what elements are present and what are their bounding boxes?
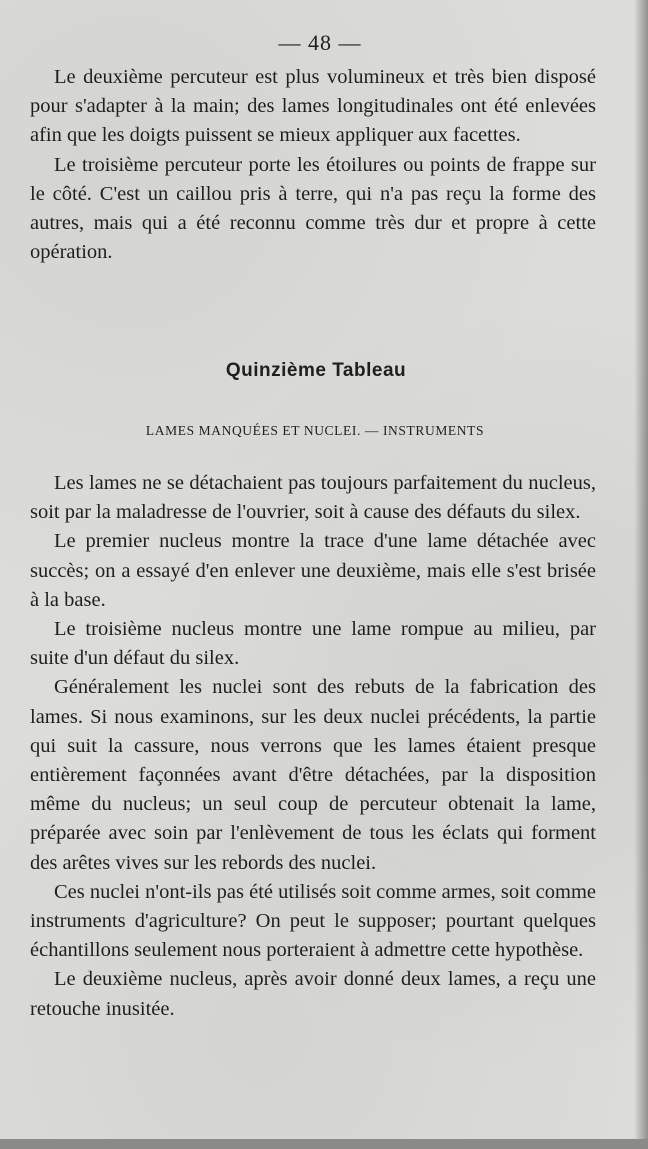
bottom-text-block [30,469,596,1024]
section-title: Quinzième Tableau [225,360,407,381]
paragraph: Le deuxième nucleus, après avoir donné deux lames, a reçu une retouche inusitée. [30,968,596,1020]
paragraph: Ces nuclei n'ont-ils pas été utilisés soit comme armes, soit comme instruments d'agriculture? On peut le supposer; pourtant quelques échantillons seulement nous porteraient à admettre cette hypothèse. [30,880,596,962]
section-subtitle: LAMES MANQUÉES ET NUCLEI. — INSTRUMENTS [145,423,485,438]
top-text-block [30,63,596,267]
paragraph: Le premier nucleus montre la trace d'une lame détachée avec succès; on a essayé d'en enlever une deuxième, mais elle s'est brisée à la base. [30,530,596,611]
paragraph: Le deuxième percuteur est plus volumineux et très bien disposé pour s'adapter à la main; des lames longitudinales ont été enlevées afin que les doigts puissent se mieux appliquer aux facettes. [30,66,596,147]
scan-bottom-border [0,1139,648,1149]
paragraph: Le troisième percuteur porte les étoilures ou points de frappe sur le côté. C'est un caillou pris à terre, qui n'a pas reçu la forme des autres, mais qui a été reconnu comme très dur et propre à cette opération. [30,153,596,264]
paragraph: Le troisième nucleus montre une lame rompue au milieu, par suite d'un défaut du silex. [30,618,596,670]
paragraph: Généralement les nuclei sont des rebuts de la fabrication des lames. Si nous examinons, sur les deux nuclei précédents, la partie qui suit la cassure, nous verrons que les lames étaient presque entièrement façonnées avant d'être détachées, par la disposition même du nucleus; un seul coup de percuteur obtenait la lame, préparée avec soin par l'enlèvement de tous les éclats qui forment des arêtes vives sur les rebords des nuclei. [30,676,596,874]
page-edge-shadow [634,0,648,1149]
page-number: — 48 — [278,30,362,55]
paragraph: Les lames ne se détachaient pas toujours parfaitement du nucleus, soit par la maladresse de l'ouvrier, soit à cause des défauts du silex. [30,472,596,524]
